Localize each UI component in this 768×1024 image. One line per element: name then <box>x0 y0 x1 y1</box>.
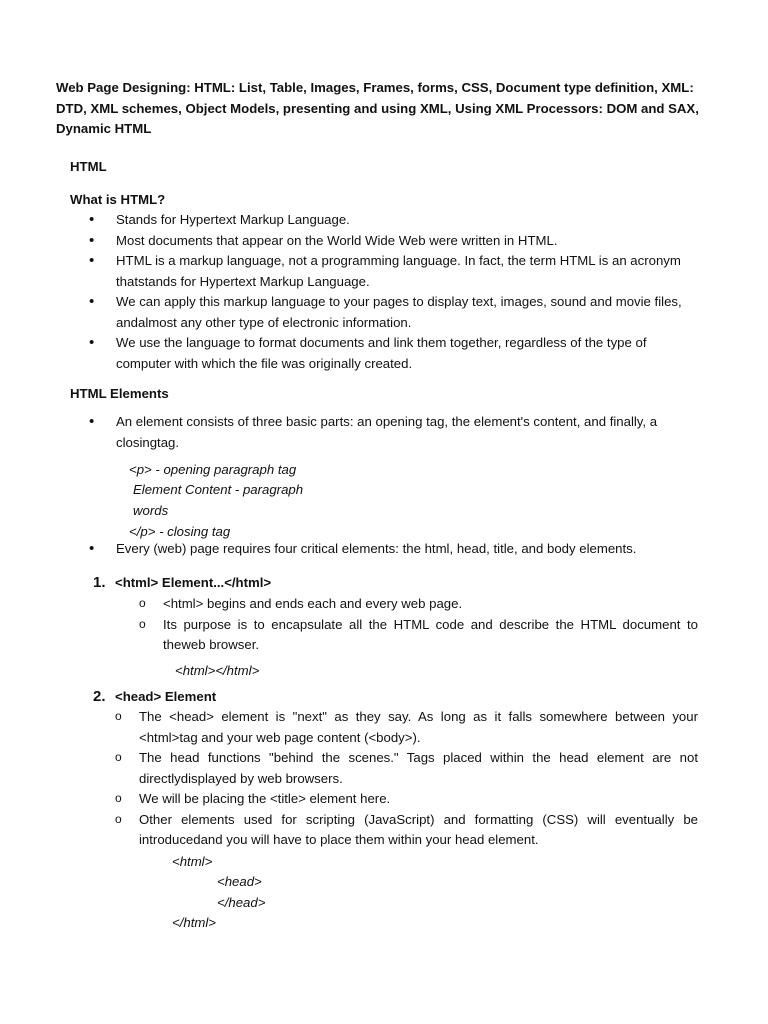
section-heading-html: HTML <box>70 159 107 174</box>
what-is-html-heading: What is HTML? <box>70 192 166 207</box>
code-line: Element Content - paragraph <box>133 482 304 497</box>
list-item: • Most documents that appear on the World Wide Web were written in HTML. <box>70 231 700 252</box>
code-line: <p> - opening paragraph tag <box>129 462 297 477</box>
list-item: o Other elements used for scripting (JavaScript) and formatting (CSS) will eventually be introducedand you will have to place them within your head element. <box>115 810 698 851</box>
document-title: Web Page Designing: HTML: List, Table, Images, Frames, forms, CSS, Document type definition, XML: DTD, XML schemes, Object Models, presenting and using XML, Using XML Processors: DOM and SAX, Dynamic HTML <box>56 80 699 136</box>
html-element-sublist <box>139 594 698 656</box>
heading-number: 2. <box>93 688 106 705</box>
heading-number: 1. <box>93 574 106 591</box>
code-line: </p> - closing tag <box>129 524 231 539</box>
code-line: </head> <box>217 895 266 910</box>
list-item: o Its purpose is to encapsulate all the HTML code and describe the HTML document to theweb browser. <box>139 615 698 656</box>
html-elements-heading: HTML Elements <box>70 386 169 401</box>
code-line: <head> <box>217 874 262 889</box>
numbered-heading-1 <box>93 573 271 594</box>
code-line: <html></html> <box>175 663 260 678</box>
what-is-html-list <box>70 210 700 374</box>
list-item: • We can apply this markup language to your pages to display text, images, sound and movie files, andalmost any other type of electronic information. <box>70 292 700 333</box>
list-item: • An element consists of three basic parts: an opening tag, the element's content, and finally, a closingtag. <box>70 412 700 453</box>
code-line: words <box>133 503 169 518</box>
list-item: o We will be placing the <title> element here. <box>115 789 698 810</box>
list-item: • Every (web) page requires four critical elements: the html, head, title, and body elements. <box>70 539 720 560</box>
head-element-sublist <box>115 707 698 851</box>
list-item: o The head functions "behind the scenes." Tags placed within the head element are not directlydisplayed by web browsers. <box>115 748 698 789</box>
code-line: <html> <box>172 854 213 869</box>
list-item: o <html> begins and ends each and every web page. <box>139 594 698 615</box>
html-elements-list <box>70 412 700 453</box>
numbered-heading-2 <box>93 687 216 708</box>
html-elements-list-2 <box>70 539 720 560</box>
heading-text: <head> Element <box>115 689 217 704</box>
list-item: • We use the language to format documents and link them together, regardless of the type of computer with which the file was originally created. <box>70 333 700 374</box>
list-item: o The <head> element is "next" as they say. As long as it falls somewhere between your <html>tag and your web page content (<body>). <box>115 707 698 748</box>
list-item: • Stands for Hypertext Markup Language. <box>70 210 700 231</box>
heading-text: <html> Element...</html> <box>115 575 272 590</box>
code-line: </html> <box>172 915 216 930</box>
list-item: • HTML is a markup language, not a programming language. In fact, the term HTML is an acronym thatstands for Hypertext Markup Language. <box>70 251 700 292</box>
